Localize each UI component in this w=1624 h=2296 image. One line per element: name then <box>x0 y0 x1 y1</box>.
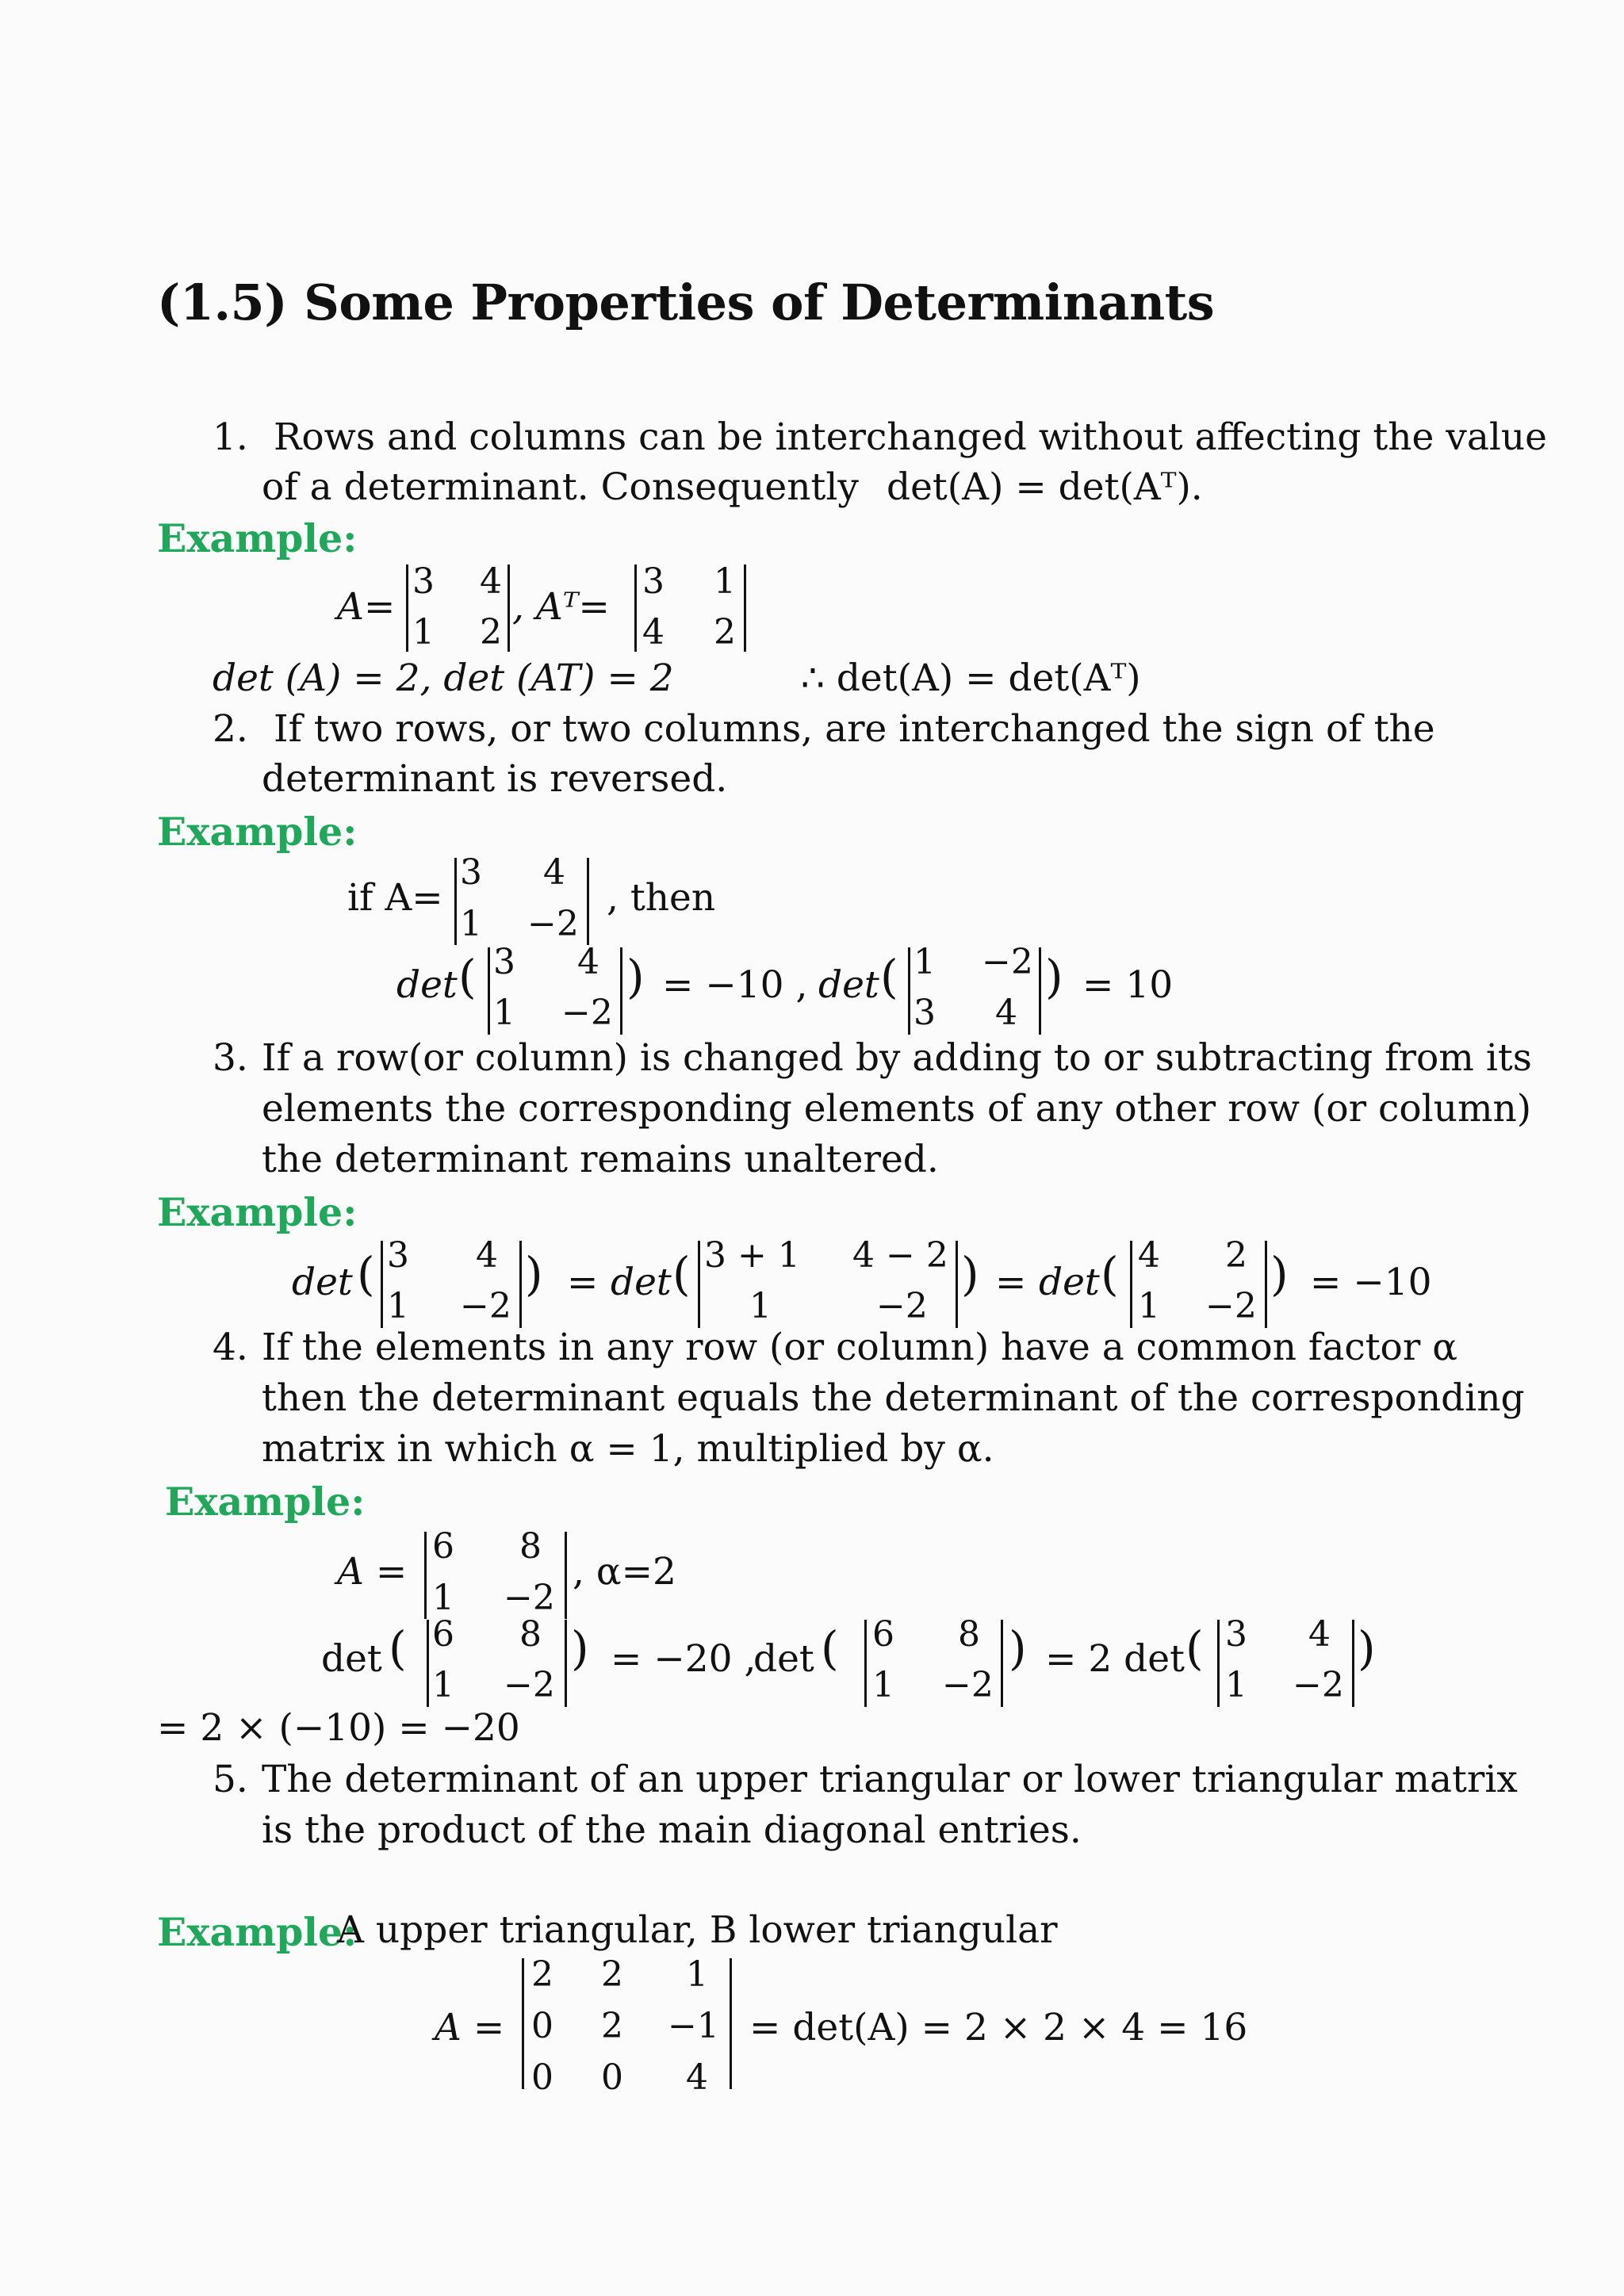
p1-result-right: ∴ det(A) = det(Aᵀ) <box>801 656 1141 700</box>
item-number-4: 4. <box>213 1326 248 1369</box>
p2-det2-value: = 10 <box>1082 963 1174 1007</box>
p4-line2: then the determinant equals the determinant of the corresponding <box>262 1376 1525 1420</box>
p3-eq2: = <box>995 1261 1027 1304</box>
example-label-4: Example: <box>165 1479 366 1525</box>
p1-line2: of a determinant. Consequently <box>262 465 859 509</box>
p3-line1: If a row(or column) is changed by adding to or subtracting from its <box>262 1036 1532 1080</box>
p3-line3: the determinant remains unaltered. <box>262 1138 939 1181</box>
document-page: (1.5) Some Properties of Determinants 1. Rows and columns can be interchanged without affecting the value of a determinant. Consequently det(A) = det(Aᵀ). Example: A= 3 4 1 2 , Aᵀ= 3 1 4 2 det (A) = 2, det (AT) = 2 ∴ det(A) = det(Aᵀ) 2. If two rows, or two columns, are interchanged the sign of the determinant is reversed. Example: if A= 3 4 1 −2 , then det ( 3 4 1 −2 ) = −10 , det ( 1 −2 3 4 ) = 10 3. If a row(or column) is changed by adding to or subtracting from its elements the corresponding elements of any other row (or column) the determinant remains unaltered. Example: det ( 3 4 1 −2 ) = det ( 3 + 1 4 − 2 1 −2 ) = det ( 4 2 1 −2 ) = −10 4. If the elements in any row (or column) have a common factor α then the determinant equals the determinant of the corresponding matrix in which α = 1, multiplied by α. Example: A = 6 8 1 −2 , α=2 det ( 6 8 1 −2 ) = −20 , det ( 6 8 1 −2 ) = 2 det ( 3 4 1 −2 ) = 2 × (−10) = −20 5. The determinant of an upper triangular or lower triangular matrix is the product of the main diagonal entries. Example: A upper triangular, B lower triangular A = 2 2 1 0 2 −1 0 0 4 = det(A) = 2 × 2 × 4 = 16 <box>157 274 1547 2098</box>
section-title: (1.5) Some Properties of Determinants <box>157 274 1215 331</box>
p4-alpha: , α=2 <box>573 1550 676 1594</box>
p3-line2: elements the corresponding elements of any other row (or column) <box>262 1087 1532 1131</box>
example-label-5: Example: <box>157 1909 358 1955</box>
p1-result-left: det (A) = 2, det (AT) = 2 <box>213 656 674 700</box>
item-number-3: 3. <box>213 1036 248 1080</box>
item-number-2: 2. <box>213 707 248 751</box>
p4-line3: matrix in which α = 1, multiplied by α. <box>262 1427 994 1471</box>
item-number-5: 5. <box>213 1758 248 1801</box>
example-label-2: Example: <box>157 809 358 855</box>
p2-det1-label: det <box>396 963 458 1007</box>
p3-det1-label: det <box>292 1261 353 1304</box>
p2-if-label: if A= <box>347 876 443 920</box>
p4-d1-value: = −20 , <box>611 1637 756 1681</box>
p3-final: = −10 <box>1310 1261 1432 1304</box>
item-number-1: 1. <box>213 415 248 459</box>
p4-A-label: A = <box>337 1550 408 1594</box>
p5-example-text: A upper triangular, B lower triangular <box>337 1908 1058 1952</box>
p2-then: , then <box>607 876 716 920</box>
p4-result: = 2 × (−10) = −20 <box>157 1706 520 1750</box>
p3-eq1: = <box>567 1261 599 1304</box>
p5-result: = det(A) = 2 × 2 × 4 = 16 <box>749 2006 1248 2049</box>
p5-line1: The determinant of an upper triangular or lower triangular matrix <box>262 1758 1518 1801</box>
p4-line1: If the elements in any row (or column) have a common factor α <box>262 1326 1457 1369</box>
p2-det2-label: det <box>818 963 879 1007</box>
p2-line2: determinant is reversed. <box>262 757 728 801</box>
p1-AT-label: , Aᵀ= <box>512 585 610 629</box>
example-label-3: Example: <box>157 1189 358 1235</box>
p2-line1: If two rows, or two columns, are interchanged the sign of the <box>274 707 1435 751</box>
p1-line1: Rows and columns can be interchanged without affecting the value <box>274 415 1547 459</box>
p2-det1-value: = −10 , <box>662 963 808 1007</box>
p5-A-label: A = <box>435 2006 505 2049</box>
p3-det2-label: det <box>611 1261 672 1304</box>
p1-A-label: A= <box>337 585 396 629</box>
p1-equation: det(A) = det(Aᵀ). <box>887 465 1203 509</box>
p4-det2-label: det <box>753 1637 814 1681</box>
p5-line2: is the product of the main diagonal entries. <box>262 1808 1082 1852</box>
p4-d2-value: = 2 det <box>1045 1637 1185 1681</box>
p4-det1-label: det <box>321 1637 382 1681</box>
p3-det3-label: det <box>1039 1261 1100 1304</box>
example-label-1: Example: <box>157 515 358 561</box>
